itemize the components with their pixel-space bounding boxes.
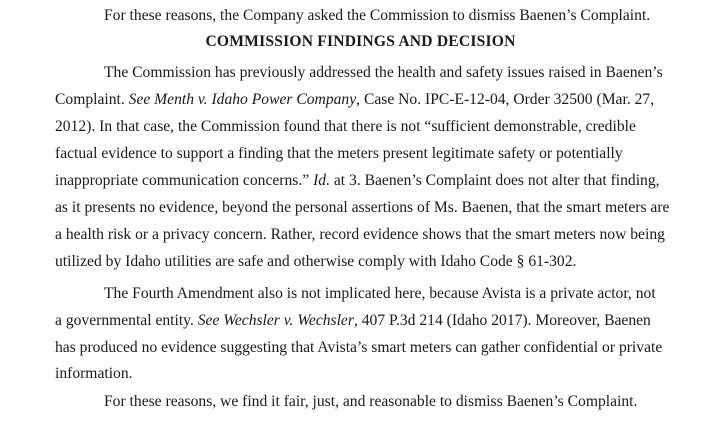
text: inappropriate communication concerns.” [55, 172, 314, 189]
paragraph-line: 2012). In that case, the Commission found that there is not “sufficient demonstrable, credible [55, 118, 636, 135]
id-citation: Id. [313, 172, 330, 189]
conclusion-sentence: For these reasons, we find it fair, just, and reasonable to dismiss Baenen’s Complaint. [104, 393, 638, 410]
section-heading: COMMISSION FINDINGS AND DECISION [205, 33, 516, 50]
intro-sentence: For these reasons, the Company asked the Commission to dismiss Baenen’s Complaint. [104, 7, 651, 24]
paragraph-line [55, 310, 706, 332]
text: Complaint. [55, 91, 129, 108]
paragraph-line: as it presents no evidence, beyond the personal assertions of Ms. Baenen, that the smart meters are [55, 199, 670, 216]
paragraph-line: utilized by Idaho utilities are safe and otherwise comply with Idaho Code § 61-302. [55, 253, 577, 270]
paragraph-line: information. [55, 365, 133, 382]
paragraph-line [55, 170, 706, 192]
paragraph-line: has produced no evidence suggesting that Avista’s smart meters can gather confidential or private [55, 339, 663, 356]
paragraph-line: The Commission has previously addressed the health and safety issues raised in Baenen’s [104, 64, 663, 81]
case-citation: See Menth v. Idaho Power Company [128, 91, 357, 108]
paragraph-line [55, 89, 706, 111]
paragraph-line: a health risk or a privacy concern. Rather, record evidence shows that the smart meters now being [55, 226, 665, 243]
paragraph-line: The Fourth Amendment also is not implicated here, because Avista is a private actor, not [104, 285, 656, 302]
text: a governmental entity. [55, 312, 198, 329]
case-citation: See Wechsler v. Wechsler [197, 312, 354, 329]
text: at 3. Baenen’s Complaint does not alter that finding, [329, 172, 660, 189]
text: , Case No. IPC-E-12-04, Order 32500 (Mar. 27, [356, 91, 655, 108]
paragraph-line: factual evidence to support a finding that the meters present legitimate safety or potentially [55, 145, 623, 162]
text: , 407 P.3d 214 (Idaho 2017). Moreover, Baenen [353, 312, 651, 329]
